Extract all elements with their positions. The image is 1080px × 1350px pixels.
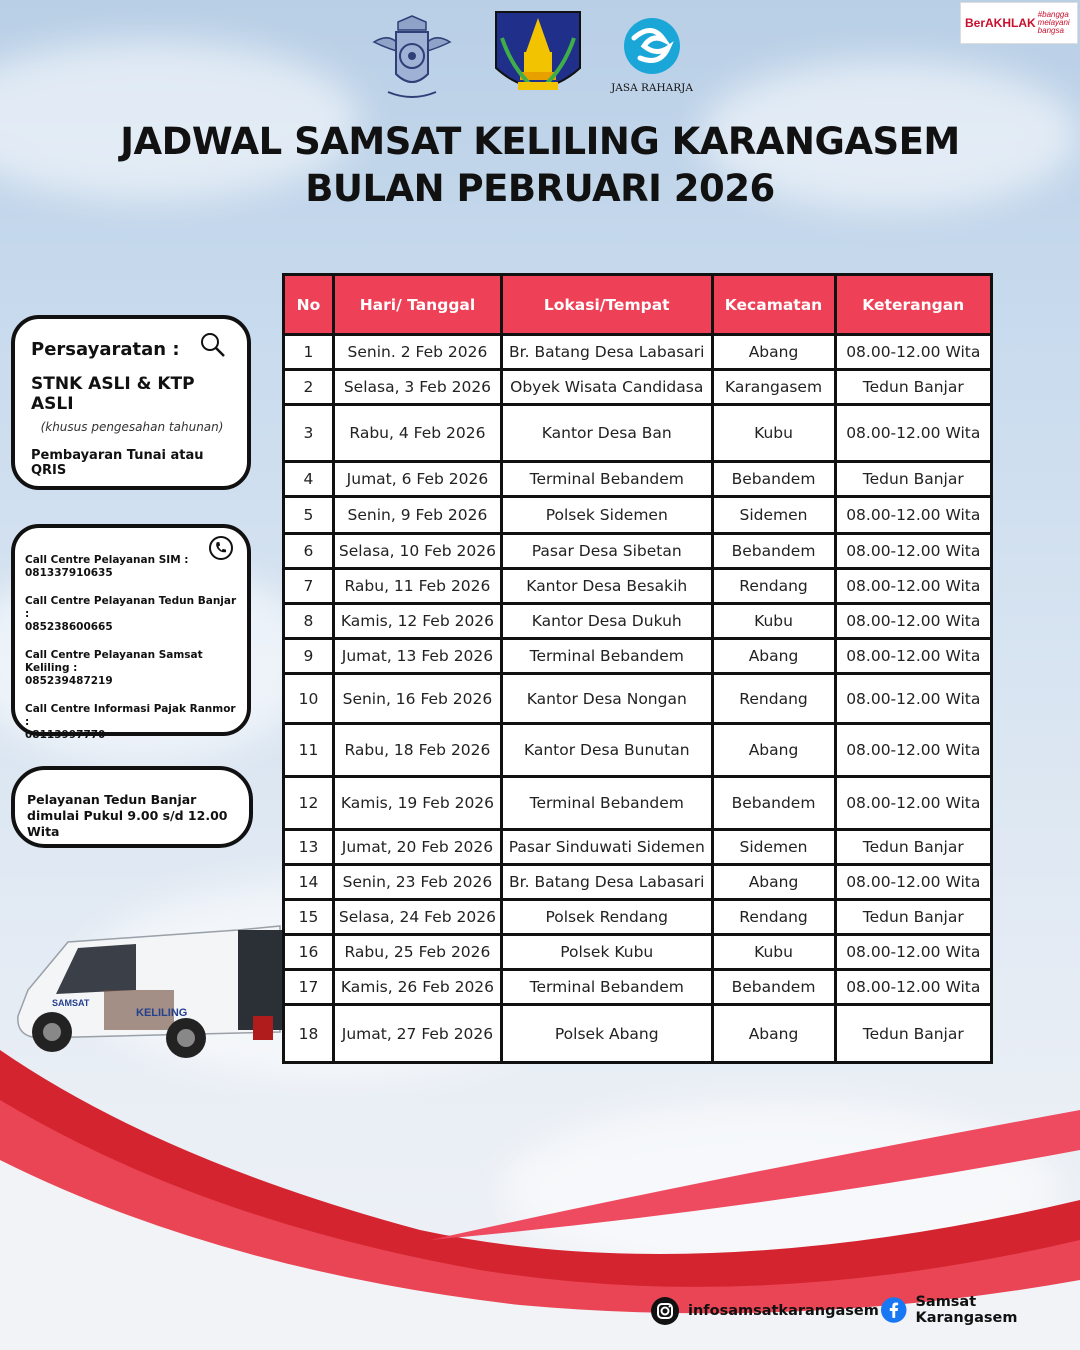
table-row xyxy=(284,462,992,497)
col-header-location: Lokasi/Tempat xyxy=(501,275,712,335)
cell-no: 6 xyxy=(284,534,334,569)
cell-note: 08.00-12.00 Wita xyxy=(835,604,991,639)
cell-note: 08.00-12.00 Wita xyxy=(835,777,991,830)
cell-note: 08.00-12.00 Wita xyxy=(835,335,991,370)
call-centre-label: Call Centre Informasi Pajak Ranmor : xyxy=(25,703,236,728)
instagram-handle-text: infosamsatkarangasem xyxy=(688,1303,879,1319)
table-row xyxy=(284,674,992,724)
cell-note: 08.00-12.00 Wita xyxy=(835,497,991,534)
cell-no: 14 xyxy=(284,865,334,900)
cell-no: 16 xyxy=(284,935,334,970)
cell-no: 13 xyxy=(284,830,334,865)
cell-date: Senin, 23 Feb 2026 xyxy=(333,865,501,900)
cell-date: Senin. 2 Feb 2026 xyxy=(333,335,501,370)
phone-icon xyxy=(209,536,233,560)
berakhlak-logo xyxy=(960,2,1078,44)
cell-date: Rabu, 11 Feb 2026 xyxy=(333,569,501,604)
cell-no: 12 xyxy=(284,777,334,830)
cell-location: Terminal Bebandem xyxy=(501,462,712,497)
table-row xyxy=(284,335,992,370)
cell-date: Kamis, 12 Feb 2026 xyxy=(333,604,501,639)
cell-location: Br. Batang Desa Labasari xyxy=(501,865,712,900)
cell-date: Jumat, 13 Feb 2026 xyxy=(333,639,501,674)
table-row xyxy=(284,724,992,777)
cell-no: 4 xyxy=(284,462,334,497)
table-row xyxy=(284,900,992,935)
requirements-box xyxy=(11,315,251,490)
cell-district: Rendang xyxy=(712,569,835,604)
cell-location: Polsek Abang xyxy=(501,1005,712,1063)
cell-note: 08.00-12.00 Wita xyxy=(835,724,991,777)
schedule-table xyxy=(282,273,993,1064)
search-icon xyxy=(199,331,227,359)
cell-date: Selasa, 3 Feb 2026 xyxy=(333,370,501,405)
table-row xyxy=(284,534,992,569)
table-row xyxy=(284,497,992,534)
cell-no: 3 xyxy=(284,405,334,462)
cell-date: Senin, 9 Feb 2026 xyxy=(333,497,501,534)
facebook-handle[interactable] xyxy=(880,1294,1080,1326)
cell-location: Kantor Desa Dukuh xyxy=(501,604,712,639)
col-header-no: No xyxy=(284,275,334,335)
cell-no: 2 xyxy=(284,370,334,405)
cell-district: Abang xyxy=(712,639,835,674)
tedun-banjar-box xyxy=(11,766,253,848)
call-centre-label: Call Centre Pelayanan Tedun Banjar : xyxy=(25,595,237,620)
facebook-handle-text: Samsat Karangasem xyxy=(915,1294,1018,1326)
cell-district: Abang xyxy=(712,1005,835,1063)
bali-province-logo xyxy=(490,8,586,106)
cell-district: Bebandem xyxy=(712,970,835,1005)
berakhlak-text: BerAKHLAK xyxy=(965,16,1036,30)
cell-location: Kantor Desa Ban xyxy=(501,405,712,462)
col-header-district: Kecamatan xyxy=(712,275,835,335)
call-centre-item xyxy=(25,554,239,580)
call-centre-number[interactable]: 08113997770 xyxy=(25,729,106,741)
payment-methods: Pembayaran Tunai atau QRIS xyxy=(31,448,204,478)
cell-no: 7 xyxy=(284,569,334,604)
cell-no: 9 xyxy=(284,639,334,674)
cell-location: Kantor Desa Besakih xyxy=(501,569,712,604)
cell-district: Abang xyxy=(712,724,835,777)
cell-date: Rabu, 18 Feb 2026 xyxy=(333,724,501,777)
requirements-note: (khusus pengesahan tahunan) xyxy=(40,420,224,434)
cell-note: Tedun Banjar xyxy=(835,830,991,865)
cell-date: Rabu, 4 Feb 2026 xyxy=(333,405,501,462)
instagram-icon xyxy=(650,1296,680,1326)
cell-note: Tedun Banjar xyxy=(835,370,991,405)
table-row xyxy=(284,777,992,830)
cell-district: Kubu xyxy=(712,405,835,462)
call-centre-item xyxy=(25,649,239,688)
call-centre-item xyxy=(25,703,239,742)
requirements-documents: STNK ASLI & KTP ASLI xyxy=(31,374,195,414)
table-row xyxy=(284,865,992,900)
jasa-raharja-label: JASA RAHARJA xyxy=(611,82,693,94)
cell-location: Polsek Kubu xyxy=(501,935,712,970)
cell-location: Terminal Bebandem xyxy=(501,639,712,674)
table-body xyxy=(284,335,992,1063)
police-logo xyxy=(370,12,454,102)
cell-note: Tedun Banjar xyxy=(835,900,991,935)
call-centre-box xyxy=(11,524,251,741)
table-row xyxy=(284,370,992,405)
cell-note: 08.00-12.00 Wita xyxy=(835,534,991,569)
table-row xyxy=(284,569,992,604)
cell-location: Terminal Bebandem xyxy=(501,777,712,830)
cell-no: 8 xyxy=(284,604,334,639)
cell-date: Selasa, 24 Feb 2026 xyxy=(333,900,501,935)
table-row xyxy=(284,639,992,674)
cell-location: Br. Batang Desa Labasari xyxy=(501,335,712,370)
cell-note: 08.00-12.00 Wita xyxy=(835,639,991,674)
van-text-keliling: KELILING xyxy=(136,1007,188,1019)
cell-note: 08.00-12.00 Wita xyxy=(835,865,991,900)
cell-note: Tedun Banjar xyxy=(835,462,991,497)
cell-district: Rendang xyxy=(712,674,835,724)
cell-district: Karangasem xyxy=(712,370,835,405)
cell-no: 10 xyxy=(284,674,334,724)
page-title: JADWAL SAMSAT KELILING KARANGASEM xyxy=(120,120,960,163)
cell-note: 08.00-12.00 Wita xyxy=(835,569,991,604)
cell-location: Polsek Rendang xyxy=(501,900,712,935)
table-row xyxy=(284,604,992,639)
call-centre-number[interactable]: 085238600665 xyxy=(25,621,113,633)
cell-date: Rabu, 25 Feb 2026 xyxy=(333,935,501,970)
cell-location: Pasar Sinduwati Sidemen xyxy=(501,830,712,865)
call-centre-number[interactable]: 085239487219 xyxy=(25,675,113,687)
cell-district: Bebandem xyxy=(712,534,835,569)
cell-district: Abang xyxy=(712,335,835,370)
cell-note: 08.00-12.00 Wita xyxy=(835,674,991,724)
cell-location: Kantor Desa Nongan xyxy=(501,674,712,724)
col-header-date: Hari/ Tanggal xyxy=(333,275,501,335)
cell-district: Abang xyxy=(712,865,835,900)
instagram-handle[interactable] xyxy=(650,1296,879,1326)
cell-note: 08.00-12.00 Wita xyxy=(835,405,991,462)
cell-note: Tedun Banjar xyxy=(835,1005,991,1063)
table-row xyxy=(284,405,992,462)
cell-location: Obyek Wisata Candidasa xyxy=(501,370,712,405)
cell-no: 11 xyxy=(284,724,334,777)
col-header-note: Keterangan xyxy=(835,275,991,335)
cell-location: Pasar Desa Sibetan xyxy=(501,534,712,569)
cell-date: Jumat, 6 Feb 2026 xyxy=(333,462,501,497)
cell-date: Jumat, 27 Feb 2026 xyxy=(333,1005,501,1063)
cell-district: Bebandem xyxy=(712,777,835,830)
van-text-samsat: SAMSAT xyxy=(52,998,90,1008)
cell-date: Kamis, 19 Feb 2026 xyxy=(333,777,501,830)
cell-date: Jumat, 20 Feb 2026 xyxy=(333,830,501,865)
call-centre-label: Call Centre Pelayanan SIM : xyxy=(25,554,189,566)
call-centre-number[interactable]: 081337910635 xyxy=(25,567,113,579)
table-header-row xyxy=(284,275,992,335)
facebook-icon xyxy=(880,1296,907,1324)
table-row xyxy=(284,970,992,1005)
table-row xyxy=(284,830,992,865)
berakhlak-tagline: #bangga melayani bangsa xyxy=(1037,10,1070,35)
cell-no: 15 xyxy=(284,900,334,935)
cell-district: Sidemen xyxy=(712,830,835,865)
cell-location: Polsek Sidemen xyxy=(501,497,712,534)
cell-note: 08.00-12.00 Wita xyxy=(835,970,991,1005)
cell-date: Senin, 16 Feb 2026 xyxy=(333,674,501,724)
tedun-banjar-line2: dimulai Pukul 9.00 s/d 12.00 Wita xyxy=(27,808,228,839)
call-centre-item xyxy=(25,595,239,634)
table-row xyxy=(284,935,992,970)
cell-note: 08.00-12.00 Wita xyxy=(835,935,991,970)
requirements-heading: Persayaratan : xyxy=(31,339,180,360)
cell-no: 18 xyxy=(284,1005,334,1063)
cell-district: Kubu xyxy=(712,935,835,970)
cell-no: 1 xyxy=(284,335,334,370)
cell-date: Selasa, 10 Feb 2026 xyxy=(333,534,501,569)
call-centre-label: Call Centre Pelayanan Samsat Keliling : xyxy=(25,649,203,674)
cell-district: Rendang xyxy=(712,900,835,935)
cell-date: Kamis, 26 Feb 2026 xyxy=(333,970,501,1005)
cell-district: Bebandem xyxy=(712,462,835,497)
cell-no: 17 xyxy=(284,970,334,1005)
tedun-banjar-line1: Pelayanan Tedun Banjar xyxy=(27,792,197,807)
cell-no: 5 xyxy=(284,497,334,534)
page-subtitle: BULAN PEBRUARI 2026 xyxy=(305,167,775,210)
cell-location: Kantor Desa Bunutan xyxy=(501,724,712,777)
cell-district: Kubu xyxy=(712,604,835,639)
cell-district: Sidemen xyxy=(712,497,835,534)
cell-location: Terminal Bebandem xyxy=(501,970,712,1005)
